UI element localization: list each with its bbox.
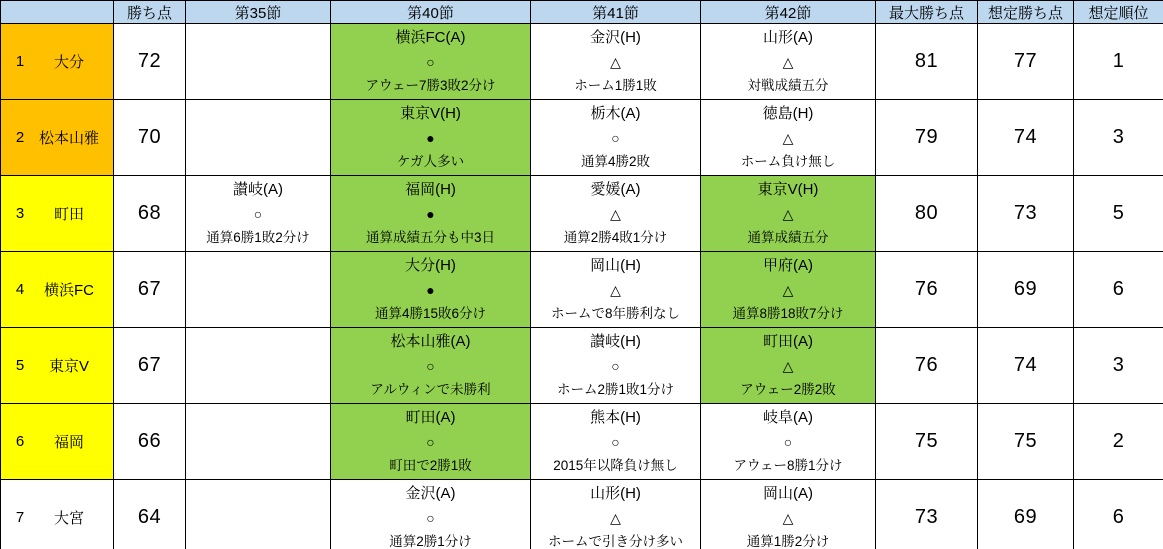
match-opponent: 東京V(H) xyxy=(757,181,819,198)
match-cell-round40[interactable] xyxy=(331,328,531,404)
match-cell-round42[interactable] xyxy=(701,328,876,404)
match-opponent: 松本山雅(A) xyxy=(390,333,471,350)
rank-number: 3 xyxy=(15,205,25,222)
match-info xyxy=(702,483,874,549)
max-points-cell[interactable]: 75 xyxy=(876,404,978,480)
points-cell[interactable]: 68 xyxy=(114,176,186,252)
match-note: 通算1勝2分け xyxy=(746,534,830,549)
rank-number: 6 xyxy=(15,433,25,450)
match-note: 通算2勝4敗1分け xyxy=(563,230,668,245)
expected-rank-cell[interactable]: 6 xyxy=(1074,252,1163,328)
match-info xyxy=(532,179,699,248)
column-header-round40[interactable]: 第40節 xyxy=(331,1,531,24)
match-opponent: 愛媛(A) xyxy=(590,181,641,198)
match-cell-round40[interactable] xyxy=(331,252,531,328)
match-opponent: 岐阜(A) xyxy=(763,409,813,426)
rank-team-wrap xyxy=(1,431,113,452)
rank-team-wrap xyxy=(1,355,113,376)
match-result-symbol: ● xyxy=(426,129,435,146)
match-note: 通算成績五分も中3日 xyxy=(365,230,495,245)
match-cell-round40[interactable] xyxy=(331,480,531,549)
rank-team-wrap xyxy=(1,507,113,528)
match-info xyxy=(702,331,874,400)
match-info xyxy=(332,103,529,172)
match-result-symbol: ● xyxy=(426,205,435,222)
match-opponent: 讃岐(H) xyxy=(590,333,641,350)
match-info xyxy=(702,103,874,172)
table-row xyxy=(1,252,1163,328)
match-cell-round42[interactable] xyxy=(701,100,876,176)
match-result-symbol: △ xyxy=(610,509,621,526)
match-opponent: 金沢(A) xyxy=(405,485,456,502)
match-opponent: 横浜FC(A) xyxy=(395,29,466,46)
rank-team-cell[interactable] xyxy=(1,176,114,252)
rank-number: 1 xyxy=(15,53,25,70)
match-cell-round41[interactable] xyxy=(531,252,701,328)
match-opponent: 岡山(H) xyxy=(590,257,641,274)
team-name: 町田 xyxy=(53,206,84,223)
match-cell-round41[interactable] xyxy=(531,176,701,252)
match-opponent: 金沢(H) xyxy=(590,29,641,46)
match-opponent: 讃岐(A) xyxy=(233,181,283,198)
team-name: 横浜FC xyxy=(44,282,94,299)
match-result-symbol: △ xyxy=(610,53,621,70)
match-result-symbol: △ xyxy=(782,509,794,526)
team-name: 松本山雅 xyxy=(39,130,100,147)
match-note: アウェー7勝3敗2分け xyxy=(365,78,496,93)
expected-points-cell[interactable]: 74 xyxy=(978,100,1074,176)
match-info xyxy=(187,179,329,248)
expected-points-cell[interactable]: 73 xyxy=(978,176,1074,252)
rank-team-wrap xyxy=(1,203,113,224)
table-row xyxy=(1,480,1163,549)
match-opponent: 岡山(A) xyxy=(763,485,813,502)
column-header-team[interactable] xyxy=(1,1,114,24)
match-note: 通算4勝15敗6分け xyxy=(374,306,487,321)
points-cell[interactable]: 67 xyxy=(114,328,186,404)
match-note: 町田で2勝1敗 xyxy=(389,458,472,473)
expected-points-cell[interactable]: 74 xyxy=(978,328,1074,404)
match-info xyxy=(332,255,529,324)
match-info xyxy=(702,407,874,476)
expected-rank-cell[interactable]: 2 xyxy=(1074,404,1163,480)
match-result-symbol: ○ xyxy=(426,53,435,70)
max-points-cell[interactable]: 79 xyxy=(876,100,978,176)
match-cell-round35[interactable] xyxy=(186,480,331,549)
expected-points-cell[interactable]: 69 xyxy=(978,252,1074,328)
match-opponent: 山形(A) xyxy=(763,29,813,46)
match-cell-round41[interactable] xyxy=(531,480,701,549)
match-note: アウェー2勝2敗 xyxy=(740,382,836,397)
match-result-symbol: △ xyxy=(782,53,794,70)
match-result-symbol: ○ xyxy=(611,433,620,450)
max-points-cell[interactable]: 81 xyxy=(876,24,978,100)
match-cell-round40[interactable] xyxy=(331,24,531,100)
match-result-symbol: ○ xyxy=(426,509,435,526)
match-note: ホーム2勝1敗1分け xyxy=(556,382,675,397)
match-cell-round40[interactable] xyxy=(331,176,531,252)
points-cell[interactable]: 64 xyxy=(114,480,186,549)
points-cell[interactable]: 72 xyxy=(114,24,186,100)
rank-team-cell[interactable] xyxy=(1,404,114,480)
column-header-points[interactable]: 勝ち点 xyxy=(114,1,186,24)
team-name: 福岡 xyxy=(53,434,84,451)
match-result-symbol: ● xyxy=(426,281,435,298)
match-info xyxy=(532,331,699,400)
match-cell-round41[interactable] xyxy=(531,328,701,404)
expected-rank-cell[interactable]: 1 xyxy=(1074,24,1163,100)
match-note: ケガ人多い xyxy=(396,154,465,169)
match-opponent: 熊本(H) xyxy=(590,409,641,426)
match-note: 通算2勝1分け xyxy=(389,534,472,549)
column-header-max-points[interactable]: 最大勝ち点 xyxy=(876,1,978,24)
match-result-symbol: ○ xyxy=(426,433,435,450)
match-result-symbol: △ xyxy=(782,129,794,146)
match-info xyxy=(332,407,529,476)
match-cell-round40[interactable] xyxy=(331,100,531,176)
match-opponent: 町田(A) xyxy=(405,409,456,426)
match-result-symbol: ○ xyxy=(611,129,620,146)
match-note: 2015年以降負け無し xyxy=(553,458,678,473)
match-cell-round35[interactable] xyxy=(186,252,331,328)
match-cell-round42[interactable] xyxy=(701,176,876,252)
match-info xyxy=(532,255,699,324)
match-cell-round35[interactable] xyxy=(186,176,331,252)
match-cell-round41[interactable] xyxy=(531,100,701,176)
match-result-symbol: ○ xyxy=(426,357,435,374)
points-cell[interactable]: 67 xyxy=(114,252,186,328)
match-note: 通算4勝2敗 xyxy=(580,154,651,169)
table-row xyxy=(1,100,1163,176)
match-info xyxy=(702,179,874,248)
rank-number: 7 xyxy=(15,509,25,526)
match-opponent: 栃木(A) xyxy=(590,105,641,122)
rank-team-cell[interactable] xyxy=(1,480,114,549)
match-note: ホーム負け無し xyxy=(740,154,836,169)
match-opponent: 徳島(H) xyxy=(762,105,814,122)
match-cell-round40[interactable] xyxy=(331,404,531,480)
max-points-cell[interactable]: 80 xyxy=(876,176,978,252)
match-note: アルウィンで未勝利 xyxy=(370,382,491,397)
match-cell-round41[interactable] xyxy=(531,404,701,480)
team-name: 大分 xyxy=(53,54,84,71)
match-result-symbol: △ xyxy=(610,205,621,222)
rank-team-wrap xyxy=(1,279,113,300)
match-opponent: 甲府(A) xyxy=(763,257,813,274)
match-info xyxy=(532,103,699,172)
match-result-symbol: △ xyxy=(782,205,794,222)
rank-team-wrap xyxy=(1,51,113,72)
table-row xyxy=(1,176,1163,252)
match-info xyxy=(532,483,699,549)
match-info xyxy=(332,483,529,549)
match-note: ホームで引き分け多い xyxy=(548,534,683,549)
match-opponent: 山形(H) xyxy=(590,485,641,502)
expected-points-cell[interactable]: 77 xyxy=(978,24,1074,100)
match-note: 通算8勝18敗7分け xyxy=(732,306,844,321)
table-row xyxy=(1,404,1163,480)
match-info xyxy=(702,27,874,96)
match-cell-round35[interactable] xyxy=(186,100,331,176)
expected-points-cell[interactable]: 75 xyxy=(978,404,1074,480)
rank-team-cell[interactable] xyxy=(1,100,114,176)
column-header-round41[interactable]: 第41節 xyxy=(531,1,701,24)
rank-team-cell[interactable] xyxy=(1,24,114,100)
match-cell-round35[interactable] xyxy=(186,404,331,480)
match-cell-round35[interactable] xyxy=(186,328,331,404)
match-opponent: 福岡(H) xyxy=(405,181,456,198)
rank-team-cell[interactable] xyxy=(1,252,114,328)
match-cell-round42[interactable] xyxy=(701,404,876,480)
match-info xyxy=(702,255,874,324)
points-cell[interactable]: 70 xyxy=(114,100,186,176)
match-cell-round41[interactable] xyxy=(531,24,701,100)
points-cell[interactable]: 66 xyxy=(114,404,186,480)
column-header-expected-points[interactable]: 想定勝ち点 xyxy=(978,1,1074,24)
match-cell-round42[interactable] xyxy=(701,24,876,100)
match-opponent: 大分(H) xyxy=(405,257,456,274)
max-points-cell[interactable]: 76 xyxy=(876,328,978,404)
match-cell-round42[interactable] xyxy=(701,252,876,328)
expected-rank-cell[interactable]: 6 xyxy=(1074,480,1163,549)
column-header-round35[interactable]: 第35節 xyxy=(186,1,331,24)
match-result-symbol: ○ xyxy=(783,433,793,450)
match-cell-round35[interactable] xyxy=(186,24,331,100)
header-row xyxy=(1,1,1163,24)
team-name: 大宮 xyxy=(53,510,84,527)
match-info xyxy=(532,407,699,476)
rank-number: 2 xyxy=(15,129,25,146)
match-opponent: 町田(A) xyxy=(763,333,813,350)
rank-number: 4 xyxy=(15,281,25,298)
table-row xyxy=(1,328,1163,404)
max-points-cell[interactable]: 76 xyxy=(876,252,978,328)
match-info xyxy=(532,27,699,96)
table-row xyxy=(1,24,1163,100)
match-info xyxy=(332,179,529,248)
rank-team-wrap xyxy=(1,127,113,148)
match-result-symbol: △ xyxy=(610,281,621,298)
match-info xyxy=(332,331,529,400)
expected-rank-cell[interactable]: 3 xyxy=(1074,100,1163,176)
match-result-symbol: ○ xyxy=(253,205,263,222)
match-cell-round42[interactable] xyxy=(701,480,876,549)
match-note: ホーム1勝1敗 xyxy=(574,78,657,93)
match-note: ホームで8年勝利なし xyxy=(550,306,680,321)
standings-body xyxy=(1,24,1163,549)
match-note: 通算6勝1敗2分け xyxy=(206,230,310,245)
expected-rank-cell[interactable]: 5 xyxy=(1074,176,1163,252)
match-note: 対戦成績五分 xyxy=(747,78,829,93)
max-points-cell[interactable]: 73 xyxy=(876,480,978,549)
match-note: 通算成績五分 xyxy=(747,230,829,245)
match-result-symbol: △ xyxy=(782,281,794,298)
expected-points-cell[interactable]: 69 xyxy=(978,480,1074,549)
match-note: アウェー8勝1分け xyxy=(733,458,843,473)
match-opponent: 東京V(H) xyxy=(400,105,461,122)
match-result-symbol: ○ xyxy=(611,357,620,374)
expected-rank-cell[interactable]: 3 xyxy=(1074,328,1163,404)
rank-number: 5 xyxy=(15,357,25,374)
rank-team-cell[interactable] xyxy=(1,328,114,404)
column-header-round42[interactable]: 第42節 xyxy=(701,1,876,24)
team-name: 東京V xyxy=(48,358,89,375)
column-header-expected-rank[interactable]: 想定順位 xyxy=(1074,1,1163,24)
match-info xyxy=(332,27,529,96)
match-result-symbol: △ xyxy=(782,357,794,374)
